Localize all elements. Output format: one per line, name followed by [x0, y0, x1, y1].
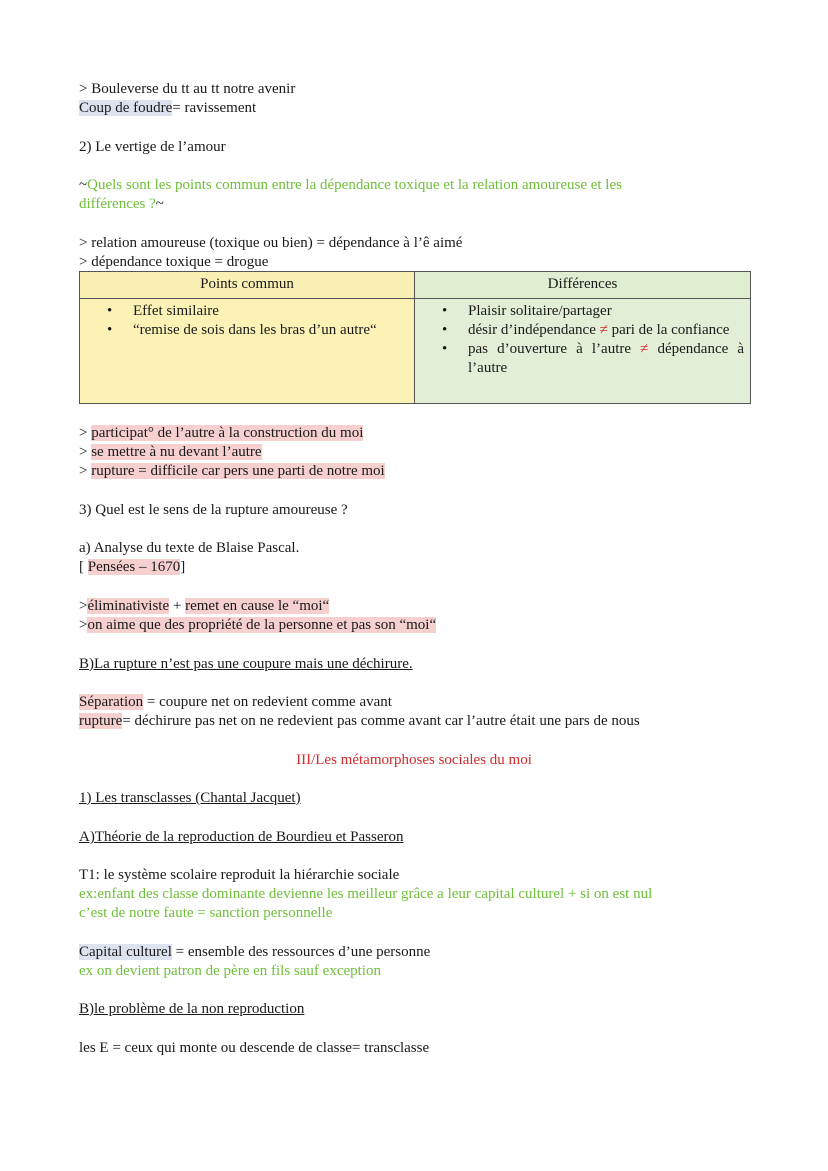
line-transclasse: les E = ceux qui monte ou descende de classe= transclasse: [79, 1040, 430, 1056]
gt-mark: >: [79, 617, 88, 633]
list-item: • “remise de sois dans les bras d’un autre“: [86, 321, 408, 340]
header-differences: Différences: [415, 272, 751, 299]
heading-transclasses: 1) Les transclasses (Chantal Jacquet): [79, 790, 301, 806]
question-line-2: [79, 195, 164, 214]
gt-mark: >: [79, 463, 92, 479]
heading-analyse-pascal: a) Analyse du texte de Blaise Pascal.: [79, 540, 300, 556]
list-item: [421, 340, 744, 378]
line-capital-culturel: [79, 943, 430, 962]
line-relation-amoureuse: > relation amoureuse (toxique ou bien) = dépendance à l’ê aimé: [79, 235, 463, 251]
tilde-mark: ~: [155, 196, 164, 212]
definition-text: = ensemble des ressources d’une personne: [171, 944, 431, 960]
bracket: [: [79, 559, 88, 575]
term-capital-culturel: Capital culturel: [79, 944, 172, 960]
example-line-3: ex on devient patron de père en fils sauf exception: [79, 963, 381, 979]
heading-vertige: 2) Le vertige de l’amour: [79, 139, 226, 155]
line-coup-de-foudre: [79, 99, 256, 118]
highlighted-text: se mettre à nu devant l’autre: [91, 444, 262, 460]
heading-bourdieu: A)Théorie de la reproduction de Bourdieu et Passeron: [79, 829, 404, 845]
item-text: pas d’ouverture à l’autre: [468, 341, 632, 357]
highlighted-text: Pensées – 1670: [87, 559, 181, 575]
reference-pensees: [79, 558, 185, 577]
cell-points-commun: [80, 299, 415, 404]
not-equal-sign: ≠: [599, 322, 608, 338]
term-coup-de-foudre: Coup de foudre: [79, 100, 173, 116]
item-text: désir d’indépendance: [468, 322, 596, 338]
highlighted-text: remet en cause le “moi“: [185, 598, 330, 614]
question-text-cont: différences ?: [79, 196, 156, 212]
comparison-table: [79, 271, 751, 404]
line-rupture: [79, 712, 640, 731]
highlighted-text: rupture = difficile car pers une parti de notre moi: [91, 463, 385, 479]
point-participation: [79, 424, 363, 443]
line-separation: [79, 693, 392, 712]
section-title-metamorphoses: III/Les métamorphoses sociales du moi: [296, 752, 532, 768]
definition-text: = coupure net on redevient comme avant: [143, 694, 392, 710]
bracket: ]: [180, 559, 186, 575]
list-item: [421, 321, 744, 340]
example-line-1: ex:enfant des classe dominante devienne les meilleur grâce a leur capital culturel + si on est nul: [79, 886, 653, 902]
heading-non-reproduction: B)le problème de la non reproduction: [79, 1001, 305, 1017]
definition-text: = déchirure pas net on ne redevient pas comme avant car l’autre était une pars de nous: [122, 713, 640, 729]
plus-mark: +: [169, 598, 186, 614]
list-item: • Plaisir solitaire/partager: [421, 302, 744, 321]
definition-text: = ravissement: [172, 100, 257, 116]
highlighted-text: on aime que des propriété de la personne et pas son “moi“: [87, 617, 437, 633]
gt-mark: >: [79, 444, 92, 460]
line-bouleverse: > Bouleverse du tt au tt notre avenir: [79, 81, 296, 97]
gt-mark: >: [79, 425, 92, 441]
point-on-aime: [79, 616, 436, 635]
highlighted-text: éliminativiste: [87, 598, 170, 614]
line-dependance-toxique: > dépendance toxique = drogue: [79, 254, 269, 270]
item-text: dépendance à l’autre: [468, 341, 745, 376]
heading-sens-rupture: 3) Quel est le sens de la rupture amoureuse ?: [79, 502, 348, 518]
term-separation: Séparation: [79, 694, 144, 710]
heading-rupture-dechirure: B)La rupture n’est pas une coupure mais une déchirure.: [79, 656, 413, 672]
header-points-commun: Points commun: [80, 272, 415, 299]
term-rupture: rupture: [79, 713, 123, 729]
tilde-mark: ~: [79, 177, 88, 193]
item-text: pari de la confiance: [611, 322, 730, 338]
line-t1: T1: le système scolaire reproduit la hiérarchie sociale: [79, 867, 400, 883]
gt-mark: >: [79, 598, 88, 614]
question-line-1: [79, 176, 622, 195]
point-rupture: [79, 462, 385, 481]
cell-differences: [415, 299, 751, 404]
not-equal-sign: ≠: [640, 341, 649, 357]
example-line-2: c’est de notre faute = sanction personnelle: [79, 905, 333, 921]
list-item: • Effet similaire: [86, 302, 408, 321]
question-text: Quels sont les points commun entre la dépendance toxique et la relation amoureuse et les: [87, 177, 622, 193]
point-eliminativiste: [79, 597, 329, 616]
highlighted-text: participat° de l’autre à la construction du moi: [91, 425, 364, 441]
point-mettre-a-nu: [79, 443, 262, 462]
